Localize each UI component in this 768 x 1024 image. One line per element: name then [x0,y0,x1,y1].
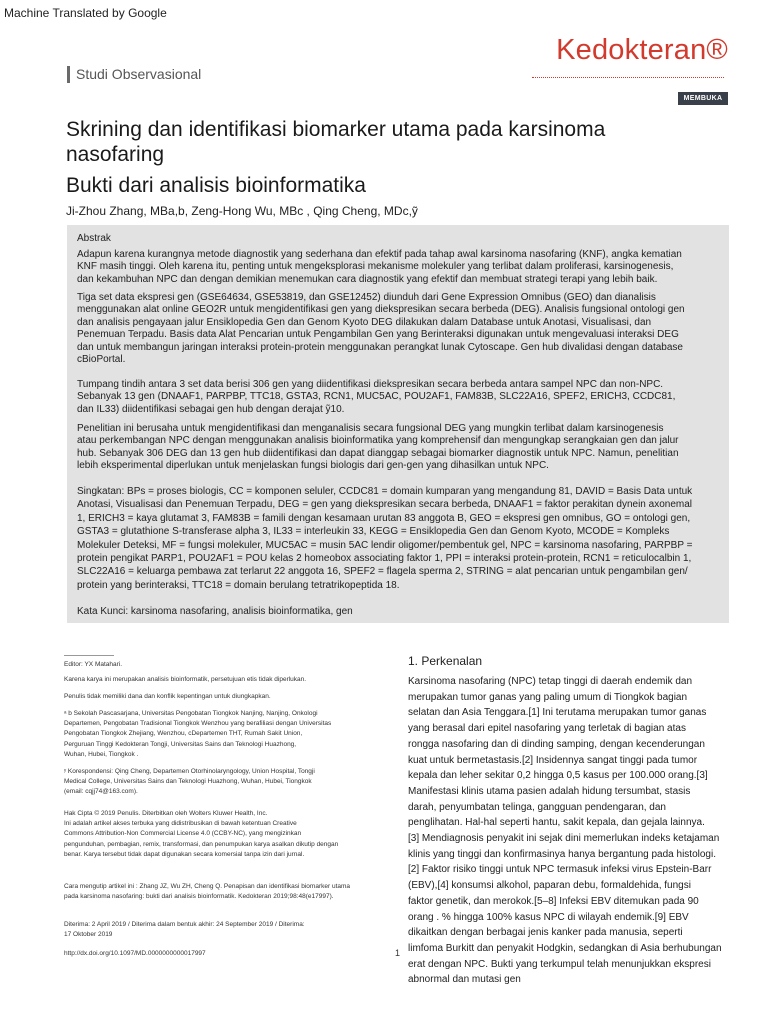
abbrev-line: GSTA3 = glutathione S-transferase alpha 3, IL33 = interleukin 33, KEGG = Ensiklopedia Gen dan Genom Kyoto, MCODE = Kompleks [77,526,670,538]
abbreviations [77,485,725,592]
abstract-background [77,249,725,286]
abstract-methods [77,292,725,366]
footnote-citation [64,882,394,902]
footnote-license [64,809,394,860]
footnote-ethics [64,675,394,685]
footnote-doi[interactable] [64,949,394,959]
body-line: merupakan tumor ganas yang paling umum di Tiongkok bagian [408,691,688,703]
author-list: Ji-Zhou Zhang, MBa,b, Zeng-Hong Wu, MBc , Qing Cheng, MDc,ỹ [66,204,418,218]
article-title [66,117,716,198]
doi-link[interactable]: http://dx.doi.org/10.1097/MD.0000000000017997 [64,950,206,957]
body-line: darah, penyumbatan telinga, gangguan pendengaran, dan [408,801,666,813]
body-line: Karsinoma nasofaring (NPC) tetap tinggi di daerah endemik dan [408,676,693,687]
footnote-dates [64,920,394,940]
body-line: selatan dan Asia Tenggara.[1] Ini terutama merupakan tumor ganas [408,707,707,719]
body-line: [3] Mendiagnosis penyakit ini sejak dini memerlukan indeks ketajaman [408,833,720,845]
footnote-line: (email: cqjj74@163.com). [64,788,138,796]
abbrev-line: Molekuler Deteksi, MF = fungsi molekuler, MUC5AC = musin 5AC lendir oligomer/pembentuk gel, NPC = karsinoma nasofaring, PARPBP = [77,539,693,551]
body-line: (EBV),[4] konsumsi alkohol, paparan debu, formaldehida, fungsi [408,880,691,892]
body-line: faktor genetik, dan merokok.[5–8] Infeksi EBV ditemukan pada 90 [408,895,699,907]
title-line: Skrining dan identifikasi biomarker utama pada karsinoma [66,118,606,141]
body-line: limfoma Burkitt dan penyakit Hodgkin, sedangkan di Asia berhubungan [408,942,722,954]
footnote-line: Perguruan Tinggi Kedokteran Tongji, Universitas Sains dan Teknologi Huazhong, [64,740,297,748]
abstract-line: hub. Sebanyak 306 DEG dan 13 gen hub diidentifikasi dan dapat dianggap sebagai biomarker diagnostik untuk NPC. Namun, penelitian [77,447,679,459]
footnote-funding [64,692,394,702]
abstract-line: Penelitian ini berusaha untuk mengidentifikasi dan menganalisis secara fungsional DEG yang mungkin terlibat dalam karsinogenesis [77,423,664,434]
abstract-line: Tumpang tindih antara 3 set data berisi 306 gen yang diidentifikasi diekspresikan secara berbeda antara sampel NPC dan non-NPC. [77,379,664,390]
body-line: kuat untuk bermetastasis.[2] Insidennya sangat tinggi pada tumor [408,754,698,766]
brand-divider [532,77,724,78]
abstract-line: dan IL33) diidentifikasi sebagai gen hub dengan derajat ỹ10. [77,403,345,415]
open-access-badge: MEMBUKA [678,92,728,105]
abstract-line: dan kekambuhan NPC dan dengan demikian menemukan cara diagnostik yang efektif dan membuat strategi terapi yang lebih baik. [77,273,658,285]
footnote-correspondence [64,767,394,798]
keywords: Kata Kunci: karsinoma nasofaring, analisis bioinformatika, gen [77,606,353,617]
abbrev-line: SLC22A16 = keluarga pembawa zat terlarut 22 anggota 16, SPEF2 = flagela sperma 2, STRING = alat pencarian untuk pengambilan gen/ [77,566,688,578]
abstract-line: menggunakan alat online GEO2R untuk mengidentifikasi gen yang diekspresikan secara berbeda (DEG). Analisis fungsional ontologi gen [77,304,685,316]
footnote-line: Cara mengutip artikel ini : Zhang JZ, Wu ZH, Cheng Q. Penapisan dan identifikasi biomarker utama [64,883,351,890]
body-line: penglihatan. Hal-hal seperti hantu, sakit kepala, dan gejala lainnya. [408,817,705,829]
abstract-line: Sebanyak 13 gen (DNAAF1, PARPBP, TTC18, GSTA3, RCN1, MUC5AC, POU2AF1, FAM83B, SLC22A16, SPEF2, ERICH3, CCDC81, [77,391,676,403]
abstract-line: Penemuan Terpadu. Basis data Alat Pencarian untuk Pengambilan Gen yang Berinteraksi digunakan untuk mengevaluasi interaksi DEG [77,329,679,341]
footnote-line: Commons Attribution-Non Commercial License 4.0 (CCBY-NC), yang mengizinkan [64,830,302,838]
body-line: rongga nasofaring dan di dinding samping, dengan kecenderungan [408,738,705,750]
footnote-line: Wuhan, Hubei, Tiongkok . [64,750,139,758]
footnote-line: Diterima: 2 April 2019 / Diterima dalam bentuk akhir: 24 September 2019 / Diterima: [64,921,305,928]
abstract-results [77,379,725,416]
intro-paragraph [408,674,738,988]
page-number: 1 [395,948,401,958]
abbrev-line: 1, ERICH3 = kaya glutamat 3, FAM83B = famili dengan kesamaan urutan 83 anggota B, GEO = ekspresi gen omnibus, GO = ontologi gen, [77,512,691,524]
footnote-line: 17 Oktober 2019 [64,931,113,939]
body-line: Manifestasi klinis utama pasien adalah hidung tersumbat, stasis [408,785,691,797]
article-section-label: Studi Observasional [76,66,202,82]
abbrev-line: protein pengikat PARP1, POU2AF1 = POU kelas 2 homeobox associating faktor 1, PPI = interaksi protein-protein, RCN1 = reticulocalbin 1, [77,553,692,565]
title-line: Bukti dari analisis bioinformatika [66,174,366,197]
body-line: abnormal dan mutasi gen [408,974,521,986]
journal-brand: Kedokteran® [556,34,728,66]
footnote-line: Editor: YX Matahari. [64,661,123,668]
footnote-line: Departemen, Pengobatan Tradisional Tiongkok Wenzhou yang berafiliasi dengan Universitas [64,720,332,728]
abbrev-line: Anotasi, Visualisasi dan Penemuan Terpadu, DEG = gen yang diekspresikan secara berbeda, DNAAF1 = faktor perakitan dynein axonemal [77,499,692,511]
abstract-line: KNF masih tinggi. Oleh karena itu, penting untuk mengeksplorasi mekanisme molekuler yang terlibat dalam proliferasi, karsinogenesis, [77,261,674,273]
footnote-line: benar. Karya tersebut tidak dapat digunakan secara komersial tanpa izin dari jurnal. [64,850,305,858]
abstract-line: cBioPortal. [77,354,126,366]
footnote-line: Medical College, Universitas Sains dan Teknologi Huazhong, Wuhan, Hubei, Tiongkok [64,778,312,786]
footnote-line: Ini adalah artikel akses terbuka yang didistribusikan di bawah ketentuan Creative [64,820,297,828]
footnote-affiliations [64,709,394,760]
footnote-line: Karena karya ini merupakan analisis bioinformatik, persetujuan etis tidak diperlukan. [64,676,307,683]
abstract-line: dan analisis pengayaan jalur Ensiklopedia Gen dan Genom Kyoto DEG dilakukan dalam Database untuk Anotasi, Visualisasi, dan [77,316,652,328]
title-line: nasofaring [66,143,165,166]
body-line: [2] Faktor risiko tinggi untuk NPC termasuk infeksi virus Epstein-Barr [408,864,712,876]
footnote-line: pada karsinoma nasofaring: bukti dari analisis bioinformatik. Kedokteran 2019;98:48(e17997). [64,893,334,901]
section-heading: 1. Perkenalan [408,654,483,668]
footnote-line: Hak Cipta © 2019 Penulis. Diterbitkan oleh Wolters Kluwer Health, Inc. [64,810,268,817]
abstract-line: lebih eksperimental diperlukan untuk menjelaskan fungsi biologis dari gen-gen yang dihasilkan untuk NPC. [77,460,549,472]
footnote-line: Penulis tidak memiliki dana dan konflik kepentingan untuk diungkapkan. [64,693,271,700]
body-line: yang berasal dari epitel nasofaring yang terletak di bagian atas [408,723,686,735]
abstract-line: Tiga set data ekspresi gen (GSE64634, GSE53819, dan GSE12452) diunduh dari Gene Expression Omnibus (GEO) dan dianalisis [77,292,656,303]
footnote-line: pengunduhan, pembagian, remix, transformasi, dan penumpukan karya asalkan dikutip dengan [64,840,339,848]
body-line: erat dengan NPC. Bukti yang terkumpul telah menunjukkan ekspresi [408,958,711,970]
abstract-line: Adapun karena kurangnya metode diagnostik yang sederhana dan efektif pada tahap awal karsinoma nasofaring (KNF), angka kematian [77,249,682,260]
footnote-line: ᵃ b Sekolah Pascasarjana, Universitas Pengobatan Tiongkok Nanjing, Nanjing, Onkologi [64,710,318,717]
body-line: dikaitkan dengan berbagai jenis kanker pada manusia, seperti [408,927,683,939]
abstract-conclusion [77,423,725,473]
machine-translated-banner: Machine Translated by Google [4,6,167,20]
abstract-label: Abstrak [77,233,111,244]
footnote-line: ʸ Korespondensi: Qing Cheng, Departemen Otorhinolaryngology, Union Hospital, Tongji [64,768,315,775]
abstract-line: atau perkembangan NPC dengan menggunakan analisis bioinformatika yang komprehensif dan mengungkap serangkaian gen dan jalur [77,435,679,447]
footnote-line: Pengobatan Tiongkok Zhejiang, Wenzhou, cDepartemen THT, Rumah Sakit Union, [64,730,303,738]
section-marker [67,66,70,83]
footnote-editor [64,660,394,670]
footnote-rule [64,655,114,656]
footnotes-column [64,658,394,973]
body-line: klinis yang tinggi dan konfirmasinya hanya bergantung pada histologi. [408,848,716,860]
abbrev-line: Singkatan: BPs = proses biologis, CC = komponen seluler, CCDC81 = domain kumparan yang mengandung 81, DAVID = Basis Data untuk [77,486,693,497]
abbrev-line: protein yang berinteraksi, TTC18 = domain berulang tetratrikopeptida 18. [77,579,400,591]
abstract-line: dan untuk membangun jaringan interaksi protein-protein menggunakan perangkat lunak Cytoscape. Gen hub divalidasi dengan database [77,341,683,353]
body-line: kepala dan leher sekitar 0,2 hingga 0,5 kasus per 100.000 orang.[3] [408,770,708,782]
body-line: orang . % hingga 100% kasus NPC di wilayah endemik.[9] EBV [408,911,689,923]
